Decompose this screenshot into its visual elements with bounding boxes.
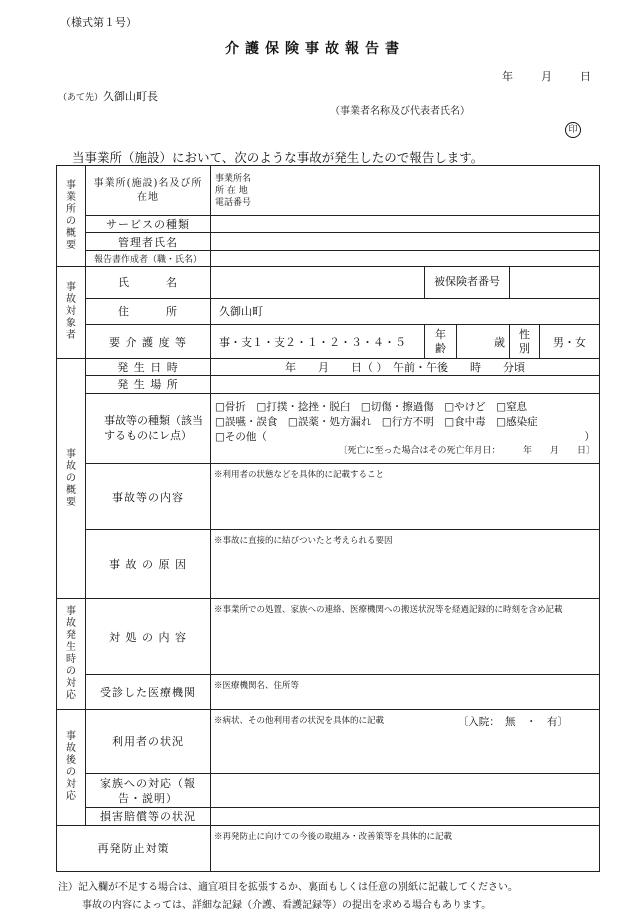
response-row — [57, 598, 600, 675]
accident-type-label: 事故等の種類（該当するものにレ点） — [86, 393, 211, 463]
date-month: 月 — [541, 70, 552, 83]
compensation-label: 損害賠償等の状況 — [86, 808, 211, 825]
content-field[interactable]: ※利用者の状態などを具体的に記載すること — [211, 464, 600, 530]
hospitalized-options[interactable]: 〔入院： 無 ・ 有〕 — [457, 715, 569, 728]
accident-type-line-3[interactable]: □その他（ ） — [215, 430, 596, 443]
family-label: 家族への対応（報告・説明） — [86, 774, 211, 808]
section-response: 事故発生時の対応 — [57, 598, 86, 709]
response-label: 対 処 の 内 容 — [86, 598, 211, 675]
name-label: 氏 名 — [86, 266, 211, 298]
accident-type-line-2[interactable]: □誤嚥・誤食 □誤薬・処方漏れ □行方不明 □食中毒 □感染症 — [215, 415, 538, 428]
compensation-row — [57, 808, 600, 825]
compensation-field[interactable] — [211, 808, 600, 825]
response-field[interactable]: ※事業所での処置、家族への連絡、医療機関への搬送状況等を経過記録的に時刻を含め記載 — [211, 598, 600, 675]
addressee-prefix: （あて先） — [58, 93, 104, 103]
reporter-row — [57, 250, 600, 266]
business-name-label: （事業者名称及び代表者氏名） — [330, 106, 470, 117]
age-label: 年齢 — [425, 325, 457, 359]
reporter-field[interactable] — [211, 250, 600, 266]
sex-label: 性別 — [510, 325, 540, 359]
care-level-row — [57, 325, 600, 359]
death-date-note: 〔死亡に至った場合はその死亡年月日： 年 月 日〕 — [338, 445, 596, 456]
report-table — [56, 165, 600, 872]
hospital-label: 受診した医療機関 — [86, 675, 211, 709]
date-year: 年 — [502, 70, 513, 83]
address-field[interactable]: 久御山町 — [211, 298, 600, 324]
accident-type-line-1[interactable]: □骨折 □打撲・捻挫・脱臼 □切傷・擦過傷 □やけど □窒息 — [215, 400, 528, 413]
seal-mark: 印 — [565, 122, 581, 138]
reporter-label: 報告書作成者（職・氏名） — [86, 250, 211, 266]
hospital-field[interactable]: ※医療機関名、住所等 — [211, 675, 600, 709]
content-row — [57, 464, 600, 530]
service-type-label: サービスの種類 — [86, 216, 211, 233]
addressee-name: 久御山町長 — [103, 90, 159, 103]
occurred-label: 発 生 日 時 — [86, 359, 211, 376]
prevention-label: 再発防止対策 — [57, 825, 211, 871]
family-field[interactable] — [211, 774, 600, 808]
name-field[interactable] — [211, 266, 425, 298]
name-row — [57, 266, 600, 298]
office-label: 事業所(施設)名及び所在地 — [86, 166, 211, 216]
office-phone-label: 電話番号 — [215, 197, 252, 208]
occurred-field[interactable]: 年 月 日（ ） 午前・午後 時 分頃 — [211, 359, 600, 376]
document-title: 介護保険事故報告書 — [225, 41, 405, 57]
cause-row — [57, 530, 600, 598]
report-date — [502, 68, 591, 84]
office-row — [57, 166, 600, 216]
cause-label: 事 故 の 原 因 — [86, 530, 211, 598]
place-row — [57, 376, 600, 393]
age-unit: 歳 — [494, 335, 505, 349]
date-day: 日 — [580, 70, 591, 83]
sex-options[interactable]: 男・女 — [540, 325, 600, 359]
content-label: 事故等の内容 — [86, 464, 211, 530]
section-after: 事故後の対応 — [57, 709, 86, 825]
user-status-field[interactable] — [211, 709, 600, 773]
family-row — [57, 774, 600, 808]
hospital-row — [57, 675, 600, 709]
user-status-row — [57, 709, 600, 773]
service-type-row — [57, 216, 600, 233]
accident-type-row — [57, 393, 600, 463]
service-type-field[interactable] — [211, 216, 600, 233]
form-number: （様式第１号） — [60, 16, 137, 29]
address-label: 住 所 — [86, 298, 211, 324]
section-subject: 事故対象者 — [57, 266, 86, 359]
care-level-label: 要 介 護 度 等 — [86, 325, 211, 359]
intro-text: 当事業所（施設）において、次のような事故が発生したので報告します。 — [72, 150, 484, 165]
office-address-label: 所 在 地 — [215, 185, 248, 196]
accident-type-options[interactable] — [211, 393, 600, 463]
office-field[interactable] — [211, 166, 600, 216]
insured-number-label: 被保険者番号 — [425, 266, 510, 298]
prevention-field[interactable]: ※再発防止に向けての今後の取組み・改善策等を具体的に記載 — [211, 825, 600, 871]
prevention-row — [57, 825, 600, 871]
section-accident: 事故の概要 — [57, 359, 86, 599]
manager-label: 管理者氏名 — [86, 233, 211, 250]
section-overview: 事業所の概要 — [57, 166, 86, 267]
footnote-1: 注）記入欄が不足する場合は、適宜項目を拡張するか、裏面もしくは任意の別紙に記載してください。 — [58, 882, 518, 893]
office-name-label: 事業所名 — [215, 173, 252, 184]
user-status-label: 利用者の状況 — [86, 709, 211, 773]
footnote-2: 事故の内容によっては、詳細な記録（介護、看護記録等）の提出を求める場合もあります。 — [82, 900, 492, 911]
care-level-options[interactable]: 事・支１・支２・１・２・３・４・５ — [211, 325, 425, 359]
age-field[interactable] — [457, 325, 510, 359]
user-status-note: ※病状、その他利用者の状況を具体的に記載 — [214, 715, 385, 726]
insured-number-field[interactable] — [510, 266, 600, 298]
addressee — [58, 88, 158, 104]
manager-row — [57, 233, 600, 250]
occurred-row — [57, 359, 600, 376]
manager-field[interactable] — [211, 233, 600, 250]
place-label: 発 生 場 所 — [86, 376, 211, 393]
address-row — [57, 298, 600, 324]
cause-field[interactable]: ※事故に直接的に結びついたと考えられる要因 — [211, 530, 600, 598]
place-field[interactable] — [211, 376, 600, 393]
